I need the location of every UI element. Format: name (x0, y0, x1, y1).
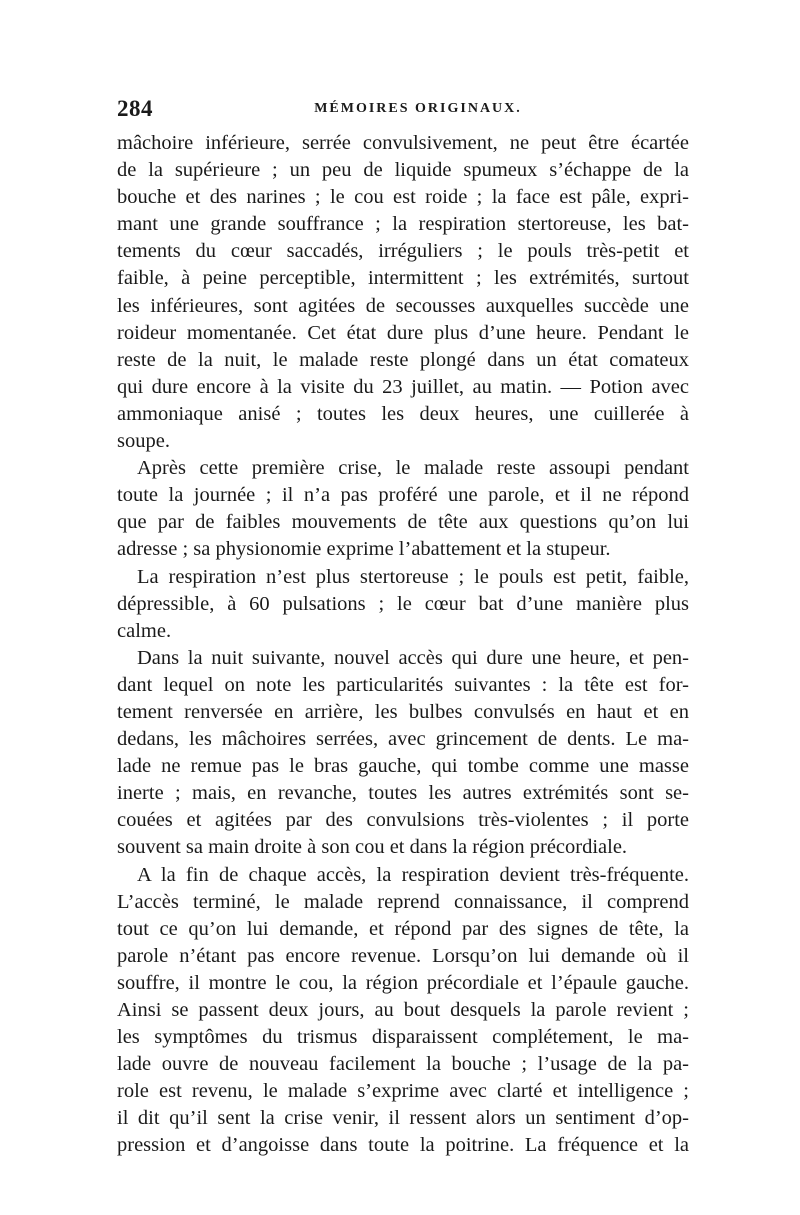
body-text (117, 130, 689, 1160)
text-line: bouche et des narines ; le cou est roide ; la face est pâle, expri- (117, 186, 689, 209)
text-line: mant une grande souffrance ; la respiration stertoreuse, les bat- (117, 213, 689, 236)
text-line: dépressible, à 60 pulsations ; le cœur bat d’une manière plus (117, 592, 689, 615)
text-line: role est revenu, le malade s’exprime avec clarté et intelligence ; (117, 1080, 689, 1103)
paragraph-first-line: La respiration n’est plus stertoreuse ; le pouls est petit, faible, (137, 565, 689, 588)
text-line: Ainsi se passent deux jours, au bout desquels la parole revient ; (117, 999, 689, 1021)
text-line: tements du cœur saccadés, irréguliers ; le pouls très-petit et (117, 240, 689, 263)
text-line: dedans, les mâchoires serrées, avec grincement de dents. Le ma- (117, 728, 689, 751)
text-line: de la supérieure ; un peu de liquide spumeux s’échappe de la (117, 159, 689, 182)
text-line: roideur momentanée. Cet état dure plus d’une heure. Pendant le (117, 321, 689, 344)
text-line: L’accès terminé, le malade reprend connaissance, il comprend (117, 890, 689, 913)
paragraph-first-line: Après cette première crise, le malade reste assoupi pendant (137, 457, 689, 480)
text-line: lade ne remue pas le bras gauche, qui tombe comme une masse (117, 755, 689, 778)
text-line: parole n’étant pas encore revenue. Lorsqu’on lui demande où il (117, 944, 689, 967)
text-line: couées et agitées par des convulsions très-violentes ; il porte (117, 809, 689, 832)
text-line: ammoniaque anisé ; toutes les deux heures, une cuillerée à (117, 402, 689, 425)
text-line: souvent sa main droite à son cou et dans la région précordiale. (117, 836, 628, 859)
text-line: souffre, il montre le cou, la région précordiale et l’épaule gauche. (117, 971, 689, 994)
text-line: adresse ; sa physionomie exprime l’abattement et la stupeur. (117, 538, 611, 561)
text-line: les inférieures, sont agitées de secousses auxquelles succède une (117, 294, 689, 317)
text-line: faible, à peine perceptible, intermittent ; les extrémités, surtout (117, 267, 689, 290)
text-line: lade ouvre de nouveau facilement la bouche ; l’usage de la pa- (117, 1053, 689, 1076)
text-line: calme. (117, 619, 172, 642)
text-line: toute la journée ; il n’a pas proféré une parole, et il ne répond (117, 484, 689, 507)
text-line: inerte ; mais, en revanche, toutes les autres extrémités sont se- (117, 782, 689, 805)
paragraph-first-line: A la fin de chaque accès, la respiration devient très-fréquente. (137, 863, 689, 886)
text-line: les symptômes du trismus disparaissent complétement, le ma- (117, 1026, 689, 1049)
text-line: reste de la nuit, le malade reste plongé dans un état comateux (117, 348, 689, 371)
page-header (117, 96, 689, 128)
text-line: qui dure encore à la visite du 23 juillet, au matin. — Potion avec (117, 375, 689, 398)
text-line: que par de faibles mouvements de tête aux questions qu’on lui (117, 511, 689, 534)
page-number: 284 (117, 96, 153, 121)
text-line: soupe. (117, 430, 170, 453)
text-line: pression et d’angoisse dans toute la poitrine. La fréquence et la (117, 1134, 689, 1157)
paragraph-first-line: Dans la nuit suivante, nouvel accès qui dure une heure, et pen- (137, 646, 689, 669)
text-line: dant lequel on note les particularités suivantes : la tête est for- (117, 673, 689, 696)
text-line: mâchoire inférieure, serrée convulsivement, ne peut être écartée (117, 132, 689, 154)
running-head: MÉMOIRES ORIGINAUX. (314, 101, 522, 116)
text-line: tement renversée en arrière, les bulbes convulsés en haut et en (117, 700, 689, 723)
text-line: tout ce qu’on lui demande, et répond par des signes de tête, la (117, 917, 689, 940)
text-line: il dit qu’il sent la crise venir, il ressent alors un sentiment d’op- (117, 1107, 689, 1130)
